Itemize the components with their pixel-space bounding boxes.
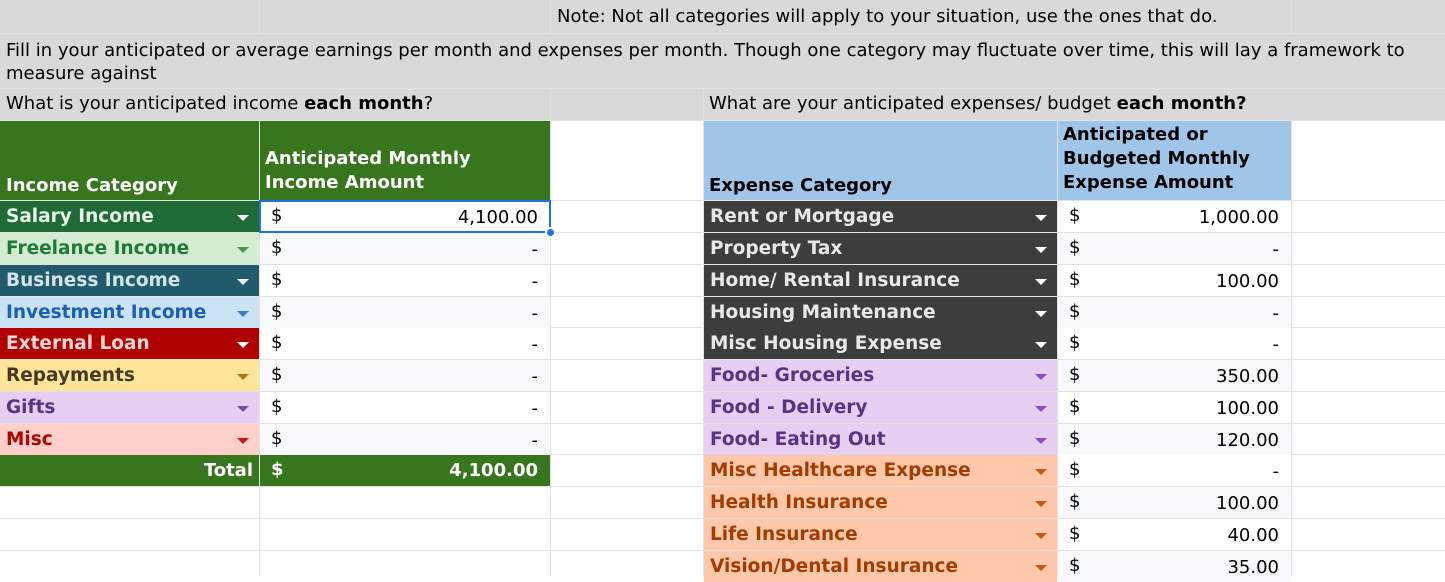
income-category-cell[interactable] — [0, 201, 259, 232]
dropdown-arrow-icon[interactable] — [1035, 247, 1047, 253]
expense-category-cell[interactable] — [704, 392, 1057, 423]
currency-symbol: $ — [271, 364, 283, 385]
expense-amount-cell[interactable] — [1058, 392, 1291, 423]
currency-symbol: $ — [1069, 459, 1081, 480]
amount-value: 1,000.00 — [1198, 207, 1279, 228]
dropdown-arrow-icon[interactable] — [237, 342, 249, 348]
income-category-cell[interactable] — [0, 297, 259, 328]
income-amount-cell[interactable] — [260, 424, 550, 455]
expense-category-cell[interactable] — [704, 201, 1057, 232]
amount-value: 4,100.00 — [457, 207, 538, 228]
currency-symbol: $ — [271, 269, 283, 290]
dropdown-arrow-icon[interactable] — [1035, 565, 1047, 571]
income-question — [6, 95, 433, 113]
income-total-amount: 4,100.00 — [449, 460, 538, 481]
amount-value: - — [531, 398, 538, 419]
income-category-cell[interactable] — [0, 233, 259, 264]
currency-symbol: $ — [1069, 428, 1081, 449]
currency-symbol: $ — [1069, 301, 1081, 322]
expense-amount-cell[interactable] — [1058, 265, 1291, 296]
amount-value: - — [531, 239, 538, 260]
amount-value: - — [1272, 334, 1279, 355]
income-amount-cell[interactable] — [260, 392, 550, 423]
empty-cell[interactable] — [260, 487, 550, 518]
amount-value: - — [531, 366, 538, 387]
expense-category-cell[interactable] — [704, 328, 1057, 359]
amount-value: - — [1272, 239, 1279, 260]
income-amount-cell[interactable] — [260, 360, 550, 391]
amount-value: 120.00 — [1216, 430, 1279, 451]
dropdown-arrow-icon[interactable] — [237, 215, 249, 221]
category-label: Food - Delivery — [710, 397, 868, 418]
dropdown-arrow-icon[interactable] — [237, 438, 249, 444]
category-label: Food- Groceries — [710, 365, 875, 386]
income-total-label: Total — [203, 460, 253, 481]
income-amount-cell[interactable] — [260, 328, 550, 359]
expense-amount-cell[interactable] — [1058, 424, 1291, 455]
dropdown-arrow-icon[interactable] — [1035, 279, 1047, 285]
income-question-text: What is your anticipated income — [6, 93, 305, 114]
currency-symbol: $ — [1069, 237, 1081, 258]
income-amount-cell[interactable] — [260, 297, 550, 328]
dropdown-arrow-icon[interactable] — [1035, 374, 1047, 380]
empty-cell[interactable] — [260, 519, 550, 550]
cell-c3[interactable] — [551, 89, 703, 120]
expense-amount-header-text: Anticipated or Budgeted Monthly Expense Amount — [1063, 124, 1250, 193]
category-label: Freelance Income — [6, 238, 190, 259]
currency-symbol: $ — [271, 205, 283, 226]
amount-value: - — [531, 334, 538, 355]
income-total-label-cell[interactable] — [0, 455, 259, 486]
currency-symbol: $ — [1069, 269, 1081, 290]
expense-category-cell[interactable] — [704, 233, 1057, 264]
category-label: Misc — [6, 429, 53, 450]
expense-category-header-text: Expense Category — [709, 175, 893, 196]
category-label: External Loan — [6, 333, 150, 354]
expense-category-cell[interactable] — [704, 455, 1057, 486]
expense-category-cell[interactable] — [704, 487, 1057, 518]
expense-amount-cell[interactable] — [1058, 455, 1291, 486]
category-label: Misc Housing Expense — [710, 333, 942, 354]
dropdown-arrow-icon[interactable] — [1035, 501, 1047, 507]
income-category-cell[interactable] — [0, 360, 259, 391]
category-label: Rent or Mortgage — [710, 206, 895, 227]
expense-category-cell[interactable] — [704, 265, 1057, 296]
amount-value: 40.00 — [1227, 525, 1279, 546]
dropdown-arrow-icon[interactable] — [237, 311, 249, 317]
expense-category-cell[interactable] — [704, 424, 1057, 455]
expense-amount-cell[interactable] — [1058, 487, 1291, 518]
income-amount-header-text: Anticipated Monthly Income Amount — [265, 148, 471, 193]
expense-amount-header[interactable] — [1058, 121, 1291, 200]
amount-value: - — [531, 430, 538, 451]
category-label: Business Income — [6, 270, 181, 291]
dropdown-arrow-icon[interactable] — [1035, 438, 1047, 444]
income-total-dollar: $ — [271, 459, 284, 480]
amount-value: - — [531, 271, 538, 292]
dropdown-arrow-icon[interactable] — [237, 279, 249, 285]
currency-symbol: $ — [271, 237, 283, 258]
currency-symbol: $ — [271, 332, 283, 353]
income-total-amount-cell[interactable] — [260, 455, 550, 486]
category-label: Repayments — [6, 365, 135, 386]
category-label: Investment Income — [6, 302, 207, 323]
expense-amount-cell[interactable] — [1058, 360, 1291, 391]
currency-symbol: $ — [1069, 396, 1081, 417]
cell-e1[interactable] — [1292, 0, 1445, 33]
dropdown-arrow-icon[interactable] — [237, 406, 249, 412]
dropdown-arrow-icon[interactable] — [237, 247, 249, 253]
amount-value: 100.00 — [1216, 493, 1279, 514]
amount-value: 100.00 — [1216, 398, 1279, 419]
income-category-cell[interactable] — [0, 265, 259, 296]
currency-symbol: $ — [1069, 364, 1081, 385]
empty-cell[interactable] — [0, 519, 259, 550]
amount-value: 35.00 — [1227, 557, 1279, 578]
empty-cell[interactable] — [260, 551, 550, 582]
instructions-text: Fill in your anticipated or average earnings per month and expenses per month. Though one category may fluctuate over time, this will lay a framework to measure against — [6, 40, 1405, 84]
income-amount-cell[interactable] — [260, 201, 550, 232]
expense-amount-cell[interactable] — [1058, 551, 1291, 582]
currency-symbol: $ — [1069, 205, 1081, 226]
expense-question-bold: each month? — [1116, 93, 1247, 114]
income-amount-cell[interactable] — [260, 233, 550, 264]
expense-question-cell[interactable] — [704, 89, 1445, 120]
dropdown-arrow-icon[interactable] — [1035, 533, 1047, 539]
amount-value: 100.00 — [1216, 271, 1279, 292]
category-label: Health Insurance — [710, 492, 888, 513]
expense-category-cell[interactable] — [704, 297, 1057, 328]
income-category-cell[interactable] — [0, 424, 259, 455]
expense-amount-cell[interactable] — [1058, 519, 1291, 550]
cell-c4[interactable] — [551, 121, 703, 200]
currency-symbol: $ — [1069, 555, 1081, 576]
expense-amount-cell[interactable] — [1058, 328, 1291, 359]
dropdown-arrow-icon[interactable] — [237, 374, 249, 380]
expense-amount-cell[interactable] — [1058, 233, 1291, 264]
currency-symbol: $ — [1069, 491, 1081, 512]
expense-category-cell[interactable] — [704, 360, 1057, 391]
empty-cell[interactable] — [0, 551, 259, 582]
dropdown-arrow-icon[interactable] — [1035, 215, 1047, 221]
amount-value: 350.00 — [1216, 366, 1279, 387]
note-text: Note: Not all categories will apply to your situation, use the ones that do. — [557, 6, 1218, 27]
cell-b1[interactable] — [260, 0, 550, 33]
category-label: Food- Eating Out — [710, 429, 886, 450]
dropdown-arrow-icon[interactable] — [1035, 406, 1047, 412]
dropdown-arrow-icon[interactable] — [1035, 469, 1047, 475]
category-label: Life Insurance — [710, 524, 858, 545]
category-label: Property Tax — [710, 238, 843, 259]
income-category-cell[interactable] — [0, 392, 259, 423]
empty-cell[interactable] — [0, 487, 259, 518]
income-question-cell[interactable] — [0, 89, 550, 120]
category-label: Housing Maintenance — [710, 302, 936, 323]
dropdown-arrow-icon[interactable] — [1035, 342, 1047, 348]
expense-question — [709, 95, 1247, 113]
category-label: Vision/Dental Insurance — [710, 556, 959, 577]
currency-symbol: $ — [271, 428, 283, 449]
income-question-end: ? — [423, 93, 434, 114]
amount-value: - — [1272, 461, 1279, 482]
expense-category-cell[interactable] — [704, 551, 1057, 582]
instructions-cell[interactable] — [0, 34, 1445, 88]
category-label: Gifts — [6, 397, 56, 418]
expense-question-text: What are your anticipated expenses/ budget — [709, 93, 1117, 114]
note-cell[interactable] — [551, 0, 1291, 33]
category-label: Home/ Rental Insurance — [710, 270, 960, 291]
currency-symbol: $ — [1069, 332, 1081, 353]
currency-symbol: $ — [271, 301, 283, 322]
income-category-cell[interactable] — [0, 328, 259, 359]
amount-value: - — [531, 303, 538, 324]
income-question-bold: each month — [304, 93, 424, 114]
expense-amount-cell[interactable] — [1058, 297, 1291, 328]
income-amount-header[interactable] — [260, 121, 550, 200]
cell-a1[interactable] — [0, 0, 259, 33]
income-category-header[interactable] — [0, 121, 259, 200]
income-amount-cell[interactable] — [260, 265, 550, 296]
expense-category-header[interactable] — [704, 121, 1057, 200]
amount-value: - — [1272, 303, 1279, 324]
currency-symbol: $ — [1069, 523, 1081, 544]
fill-handle[interactable] — [545, 227, 556, 238]
currency-symbol: $ — [271, 396, 283, 417]
category-label: Salary Income — [6, 206, 154, 227]
expense-category-cell[interactable] — [704, 519, 1057, 550]
income-category-header-text: Income Category — [6, 175, 178, 196]
category-label: Misc Healthcare Expense — [710, 460, 971, 481]
dropdown-arrow-icon[interactable] — [1035, 311, 1047, 317]
expense-amount-cell[interactable] — [1058, 201, 1291, 232]
